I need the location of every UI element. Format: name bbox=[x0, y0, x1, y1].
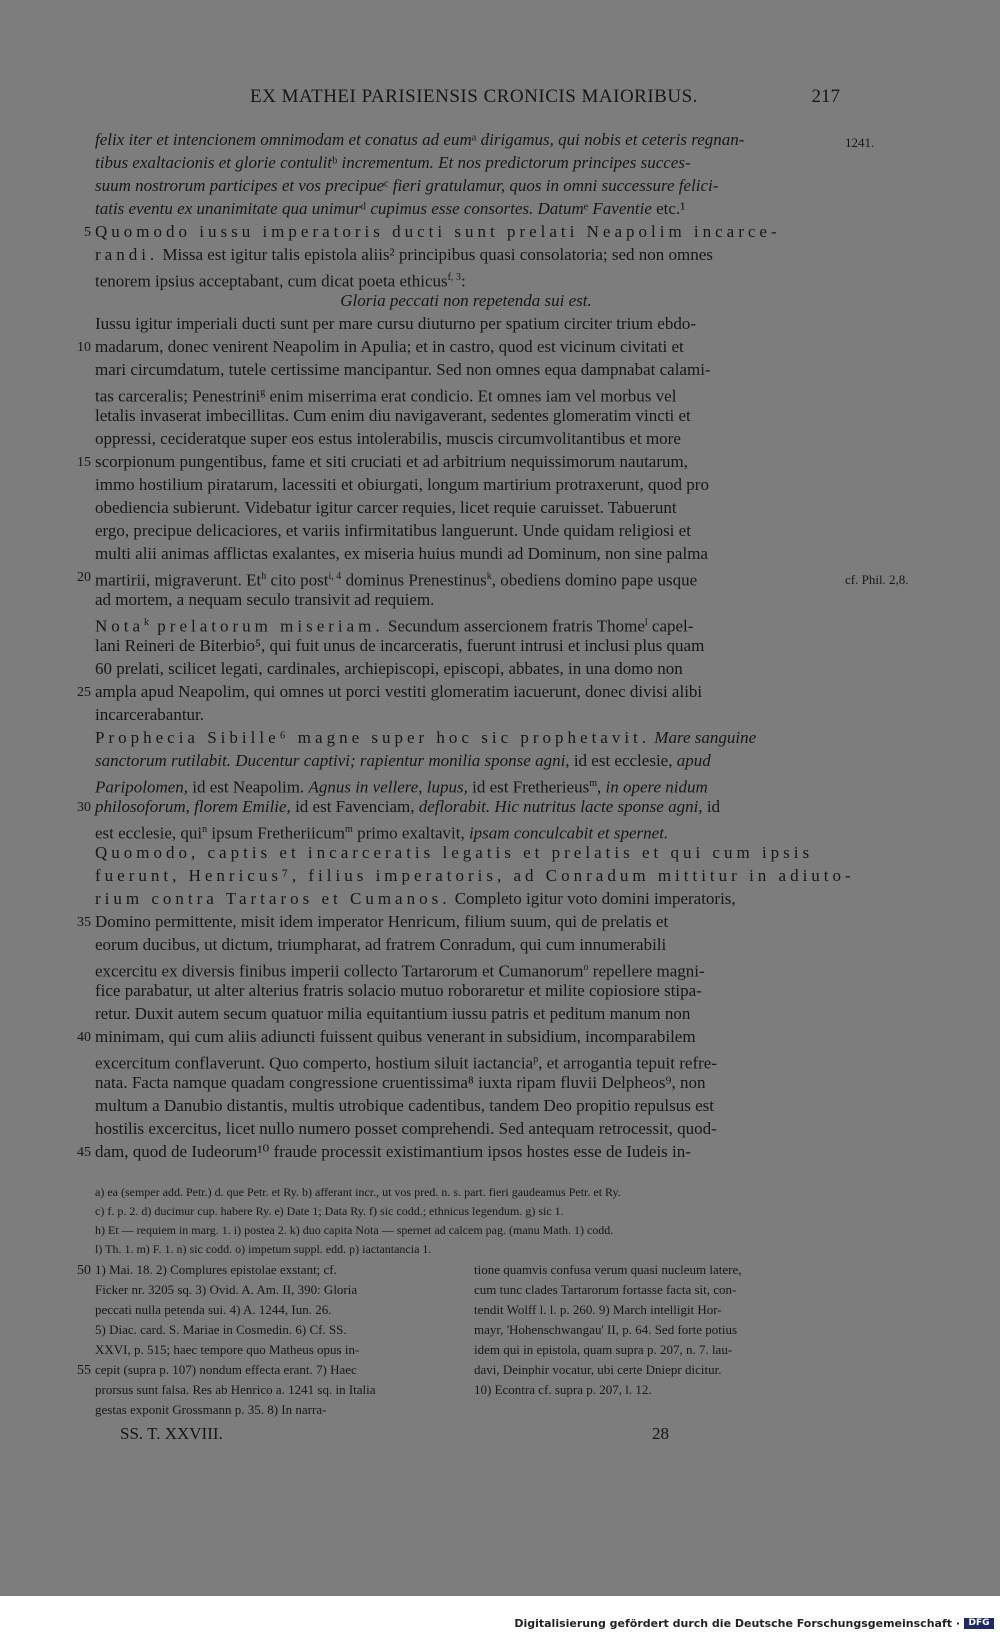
text-line bbox=[95, 358, 837, 381]
text-segment: Quomodo, captis et incarceratis legatis et prelatis et qui cum ipsis bbox=[95, 843, 814, 862]
line-number: 40 bbox=[77, 1030, 91, 1045]
text-segment: ergo, precipue delicaciores, et variis infirmitatibus languerunt. Unde quidam religiosi et bbox=[95, 521, 691, 540]
text-segment: fice parabatur, ut alter alterius fratris solacio mutuo roboraretur et milite copiosiore stipa- bbox=[95, 981, 702, 1000]
text-segment: ᵉ bbox=[583, 199, 589, 218]
text-segment: m bbox=[345, 824, 353, 835]
text-segment: est ecclesie, qui bbox=[95, 823, 203, 843]
text-segment: Iussu igitur imperiali ducti sunt per mare cursu diuturno per spatium circiter trium ebdo- bbox=[95, 314, 696, 333]
text-line bbox=[95, 174, 837, 197]
note-line: tione quamvis confusa verum quasi nucleum latere, bbox=[474, 1262, 742, 1277]
note-text: cepit (supra p. 107) nondum effecta erant. 7) Haec bbox=[95, 1362, 357, 1377]
text-line bbox=[95, 243, 837, 266]
dfg-logo[interactable]: DFG bbox=[964, 1618, 994, 1629]
text-segment: multum a Danubio distantis, multis utrobique cadentibus, tandem Deo propitio repulsus est bbox=[95, 1096, 714, 1115]
line-number: 15 bbox=[77, 455, 91, 470]
text-segment: tas carceralis; Penestrini bbox=[95, 386, 261, 406]
text-segment: ᶜ bbox=[384, 176, 389, 195]
text-segment: tenorem ipsius acceptabant, cum dicat poeta ethicus bbox=[95, 271, 448, 291]
text-line bbox=[95, 542, 837, 565]
text-line bbox=[95, 749, 837, 772]
text-line bbox=[95, 197, 837, 220]
line-number: 35 bbox=[77, 915, 91, 930]
line-number: 20 bbox=[77, 570, 91, 585]
text-line bbox=[95, 956, 837, 979]
text-segment: oppressi, cecideratque super eos estus intolerabilis, muscis circumvolitantibus et more bbox=[95, 429, 681, 448]
text-segment: ᵈ bbox=[360, 199, 367, 218]
text-segment: k bbox=[486, 571, 492, 582]
note-line bbox=[95, 1280, 357, 1300]
text-segment: Nota bbox=[95, 616, 145, 636]
text-segment: ampla apud Neapolim, qui omnes ut porci vestiti glomeratim iacuerunt, donec divisi alibi bbox=[95, 682, 703, 701]
text-segment: ᵇ bbox=[332, 153, 338, 172]
text-segment: , obediens domino pape usque bbox=[491, 570, 698, 590]
text-segment: h bbox=[261, 571, 267, 582]
text-segment: n bbox=[202, 824, 208, 835]
apparatus-line: l) Th. 1. m) F. 1. n) sic codd. o) impetum suppl. edd. p) iactantancia 1. bbox=[95, 1242, 432, 1256]
text-line bbox=[77, 335, 837, 358]
line-number: 55 bbox=[77, 1363, 91, 1378]
text-segment: , et arrogantia tepuit refre- bbox=[538, 1053, 717, 1073]
text-segment: Domino permittente, misit idem imperator Henricum, filium suum, qui de prelatis et bbox=[95, 912, 669, 931]
text-segment: ad mortem, a nequam seculo transivit ad requiem. bbox=[95, 590, 435, 609]
text-segment: m bbox=[589, 778, 597, 789]
text-segment: enim miserrima erat condicio. Et omnes iam vel morbus vel bbox=[265, 386, 677, 406]
note-line bbox=[95, 1380, 376, 1400]
line-number: 30 bbox=[77, 800, 91, 815]
text-segment: Gloria peccati non repetenda sui est. bbox=[340, 291, 592, 310]
text-segment: martirii, migraverunt. Et bbox=[95, 570, 262, 590]
text-segment: excercitum conflaverunt. Quo comperto, hostium siluit iactancia bbox=[95, 1053, 534, 1073]
text-line bbox=[95, 473, 837, 496]
text-segment: ipsam conculcabit et spernet. bbox=[468, 823, 669, 843]
text-segment: felix iter et intencionem omnimodam et conatus ad eum bbox=[95, 130, 472, 149]
text-segment: k bbox=[144, 617, 150, 628]
apparatus-line: a) ea (semper add. Petr.) d. que Petr. et Ry. b) afferant incr., ut vos pred. n. s. part. fieri gaudeamus Petr. et Ry. bbox=[95, 1185, 621, 1199]
note-line bbox=[77, 1360, 357, 1380]
text-line bbox=[95, 634, 837, 657]
text-line bbox=[77, 1140, 837, 1163]
text-line bbox=[95, 1071, 837, 1094]
line-number: 50 bbox=[77, 1263, 91, 1278]
text-line bbox=[95, 611, 837, 634]
text-segment: Quomodo iussu imperatoris ducti sunt prelati Neapolim incarce- bbox=[95, 222, 781, 241]
text-line bbox=[95, 933, 837, 956]
margin-note: 1241. bbox=[845, 135, 875, 150]
text-segment: Completo igitur voto domini imperatoris, bbox=[450, 889, 736, 908]
text-line bbox=[77, 795, 837, 818]
text-line bbox=[95, 588, 837, 611]
text-segment: deflorabit. Hic nutritus lacte sponse agni, bbox=[418, 797, 703, 816]
text-segment: Mare sanguine bbox=[650, 728, 757, 747]
note-text: 5) Diac. card. S. Mariae in Cosmedin. 6) Cf. SS. bbox=[95, 1322, 347, 1337]
text-line bbox=[95, 1048, 837, 1071]
note-text: gestas exponit Grossmann p. 35. 8) In narra- bbox=[95, 1402, 327, 1417]
text-segment: sanctorum rutilabit. Ducentur captivi; rapientur monilia sponse agni, bbox=[95, 751, 570, 770]
text-line bbox=[95, 772, 837, 795]
text-segment: l bbox=[644, 617, 648, 628]
text-line bbox=[95, 1002, 837, 1025]
text-segment: tibus exaltacionis et glorie contulit bbox=[95, 153, 333, 172]
text-line bbox=[95, 404, 837, 427]
text-segment: ipsum Fretheriicum bbox=[207, 823, 346, 843]
text-segment: id est Favenciam, bbox=[290, 797, 419, 816]
text-segment: letalis invaserat imbecillitas. Cum enim diu navigaverant, sedentes glomeratim vincti et bbox=[95, 406, 691, 425]
page-number: 217 bbox=[811, 86, 840, 107]
text-segment: f, 3 bbox=[447, 272, 461, 283]
text-line bbox=[95, 841, 837, 864]
text-segment: hostilis excercitus, licet nullo numero posset comprehendi. Sed antequam retrocessit, quod- bbox=[95, 1119, 717, 1138]
line-number: 25 bbox=[77, 685, 91, 700]
text-segment: id est ecclesie, bbox=[569, 751, 677, 770]
line-number: 5 bbox=[84, 225, 91, 240]
text-segment: minimam, qui cum aliis adiuncti fuissent quibus venerant in subsidium, incomparabilem bbox=[95, 1027, 696, 1046]
text-segment: id est Neapolim. bbox=[188, 777, 309, 797]
text-line bbox=[95, 289, 837, 312]
text-line bbox=[77, 910, 837, 933]
text-line bbox=[95, 496, 837, 519]
text-segment: 60 prelati, scilicet legati, cardinales, archiepiscopi, episcopi, abbates, in una domo non bbox=[95, 659, 683, 678]
text-line bbox=[95, 128, 875, 151]
text-segment: Missa est igitur talis epistola aliis² principibus quasi consolatoria; sed non omnes bbox=[158, 245, 713, 264]
text-segment: dominus Prenestinus bbox=[341, 570, 487, 590]
note-text: XXVI, p. 515; haec tempore quo Matheus opus in- bbox=[95, 1342, 360, 1357]
running-title: EX MATHEI PARISIENSIS CRONICIS MAIORIBUS. bbox=[250, 86, 698, 107]
text-segment: multi alii animas afflictas exalantes, ex miseria huius mundi ad Dominum, non sine palma bbox=[95, 544, 708, 563]
text-line bbox=[95, 151, 837, 174]
text-line bbox=[95, 703, 837, 726]
note-line: davi, Deinphir vocatur, ubi certe Dniepr dicitur. bbox=[474, 1362, 722, 1377]
note-text: Ficker nr. 3205 sq. 3) Ovid. A. Am. II, 390: Gloria bbox=[95, 1282, 358, 1297]
text-segment: fieri gratulamur, quos in omni successure felici- bbox=[388, 176, 719, 195]
text-segment: lani Reineri de Biterbio⁵, qui fuit unus de incarceratis, fuerunt intrusi et inclusi plus quam bbox=[95, 636, 705, 655]
note-line: mayr, 'Hohenschwangau' II, p. 64. Sed forte potius bbox=[474, 1322, 738, 1337]
text-segment: etc.¹ bbox=[651, 199, 686, 218]
text-segment: eorum ducibus, ut dictum, triumpharat, ad fratrem Conradum, qui cum innumerabili bbox=[95, 935, 667, 954]
text-segment: Paripolomen, bbox=[95, 777, 189, 797]
running-header bbox=[90, 86, 840, 114]
note-line bbox=[77, 1260, 337, 1280]
text-segment: : bbox=[460, 271, 466, 291]
text-segment: id est Fretherieus bbox=[467, 777, 590, 797]
text-segment: randi. bbox=[95, 245, 159, 264]
line-number: 10 bbox=[77, 340, 91, 355]
text-line bbox=[95, 726, 837, 749]
text-line bbox=[77, 680, 837, 703]
note-line: 10) Econtra cf. supra p. 207, l. 12. bbox=[474, 1382, 652, 1397]
text-segment: dam, quod de Iudeorum¹⁰ fraude processit existimantium ipsos hostes esse de Iudeis in- bbox=[95, 1142, 691, 1161]
text-segment: obediencia subierunt. Videbatur igitur carcer requies, licet requie caruisset. Tabuerunt bbox=[95, 498, 677, 517]
sheet-number: 28 bbox=[652, 1424, 669, 1443]
text-segment: retur. Duxit autem secum quatuor milia equitantium iussu patris et peditum manum non bbox=[95, 1004, 691, 1023]
text-segment: excercitu ex diversis finibus imperii collecto Tartarorum et Cumanorum bbox=[95, 961, 584, 981]
text-segment: tatis eventu ex unanimitate qua unimur bbox=[95, 199, 361, 218]
text-segment: capel- bbox=[647, 616, 694, 636]
text-line bbox=[77, 565, 909, 590]
text-line bbox=[95, 1094, 837, 1117]
text-segment: p bbox=[533, 1054, 539, 1065]
text-segment: mari circumdatum, tutele certissime mancipantur. Sed non omnes equa dampnabat calami- bbox=[95, 360, 711, 379]
text-line bbox=[77, 1025, 837, 1048]
text-segment: primo exaltavit, bbox=[352, 823, 469, 843]
text-line bbox=[95, 657, 837, 680]
text-line bbox=[95, 266, 837, 289]
note-line bbox=[95, 1300, 331, 1320]
text-line bbox=[95, 427, 837, 450]
text-segment: philosoforum, florem Emilie, bbox=[95, 797, 291, 816]
note-line: tendit Wolff l. l. p. 260. 9) March intelligit Hor- bbox=[474, 1302, 722, 1317]
text-line bbox=[84, 220, 837, 243]
note-text: peccati nulla petenda sui. 4) A. 1244, Iun. 26. bbox=[95, 1302, 332, 1317]
text-segment: repellere magni- bbox=[588, 961, 705, 981]
text-segment: Agnus in vellere, lupus, bbox=[308, 777, 468, 797]
line-number: 45 bbox=[77, 1145, 91, 1160]
text-line bbox=[95, 887, 837, 910]
text-segment: Secundum assercionem fratris Thome bbox=[383, 616, 645, 636]
text-segment: cito post bbox=[266, 570, 329, 590]
text-segment: Prophecia Sibille⁶ magne super hoc sic prophetavit. bbox=[95, 728, 651, 747]
credit-bar bbox=[0, 1616, 1000, 1632]
apparatus-line: c) f. p. 2. d) ducimur cup. habere Ry. e) Date 1; Data Ry. f) sic codd.; ethnicus legendum. g) sic 1. bbox=[95, 1204, 564, 1218]
text-segment: prelatorum miseriam. bbox=[149, 616, 384, 636]
text-segment: incrementum. Et nos predictorum principes succes- bbox=[337, 153, 691, 172]
text-segment: scorpionum pungentibus, fame et siti cruciati et ad arbitrium nequissimorum nautarum, bbox=[95, 452, 688, 471]
text-line bbox=[95, 818, 837, 841]
apparatus-line: h) Et — requiem in marg. 1. i) postea 2. k) duo capita Nota — spernet ad calcem pag. (manu Math. 1) codd. bbox=[95, 1223, 614, 1237]
text-segment: fuerunt, Henricus⁷, filius imperatoris, ad Conradum mittitur in adiuto- bbox=[95, 866, 855, 885]
note-line: cum tunc clades Tartarorum fortasse facta sit, con- bbox=[474, 1282, 737, 1297]
text-segment: g bbox=[260, 387, 266, 398]
text-line bbox=[95, 312, 837, 335]
margin-note: cf. Phil. 2,8. bbox=[845, 572, 909, 587]
note-line: idem qui in epistola, quam supra p. 207, n. 7. lau- bbox=[474, 1342, 733, 1357]
text-segment: id bbox=[702, 797, 721, 816]
text-segment: immo hostilium piratarum, lacessiti et obiurgati, longum martirium protraxerunt, quod pro bbox=[95, 475, 709, 494]
text-segment: in opere nidum bbox=[605, 777, 708, 797]
text-line bbox=[95, 519, 837, 542]
text-segment: suum nostrorum participes et vos precipue bbox=[95, 176, 385, 195]
note-text: 1) Mai. 18. 2) Complures epistolae exstant; cf. bbox=[95, 1262, 337, 1277]
note-line bbox=[95, 1340, 359, 1360]
text-segment: i, 4 bbox=[328, 571, 342, 582]
text-segment: Faventie bbox=[588, 199, 652, 218]
text-segment: incarcerabantur. bbox=[95, 705, 205, 724]
text-segment: madarum, donec venirent Neapolim in Apulia; et in castro, quod est vicinum civitati et bbox=[95, 337, 684, 356]
volume-signature: SS. T. XXVIII. bbox=[120, 1424, 223, 1443]
text-segment: rium contra Tartaros et Cumanos. bbox=[95, 889, 451, 908]
text-line bbox=[77, 450, 837, 473]
text-line bbox=[95, 979, 837, 1002]
note-line bbox=[95, 1400, 326, 1420]
text-segment: apud bbox=[676, 751, 711, 770]
credit-text: Digitalisierung gefördert durch die Deutsche Forschungsgemeinschaft · bbox=[514, 1617, 960, 1630]
text-segment: , bbox=[597, 777, 606, 797]
note-line bbox=[95, 1320, 347, 1340]
text-segment: o bbox=[583, 962, 589, 973]
text-segment: nata. Facta namque quadam congressione cruentissima⁸ iuxta ripam fluvii Delpheos⁹, non bbox=[95, 1073, 706, 1092]
text-line bbox=[95, 864, 855, 887]
text-segment: ᵃ bbox=[471, 130, 477, 149]
note-text: prorsus sunt falsa. Res ab Henrico a. 1241 sq. in Italia bbox=[95, 1382, 376, 1397]
text-line bbox=[95, 381, 837, 404]
text-line bbox=[95, 1117, 837, 1140]
text-segment: cupimus esse consortes. Datum bbox=[366, 199, 584, 218]
text-segment: dirigamus, qui nobis et ceteris regnan- bbox=[476, 130, 745, 149]
